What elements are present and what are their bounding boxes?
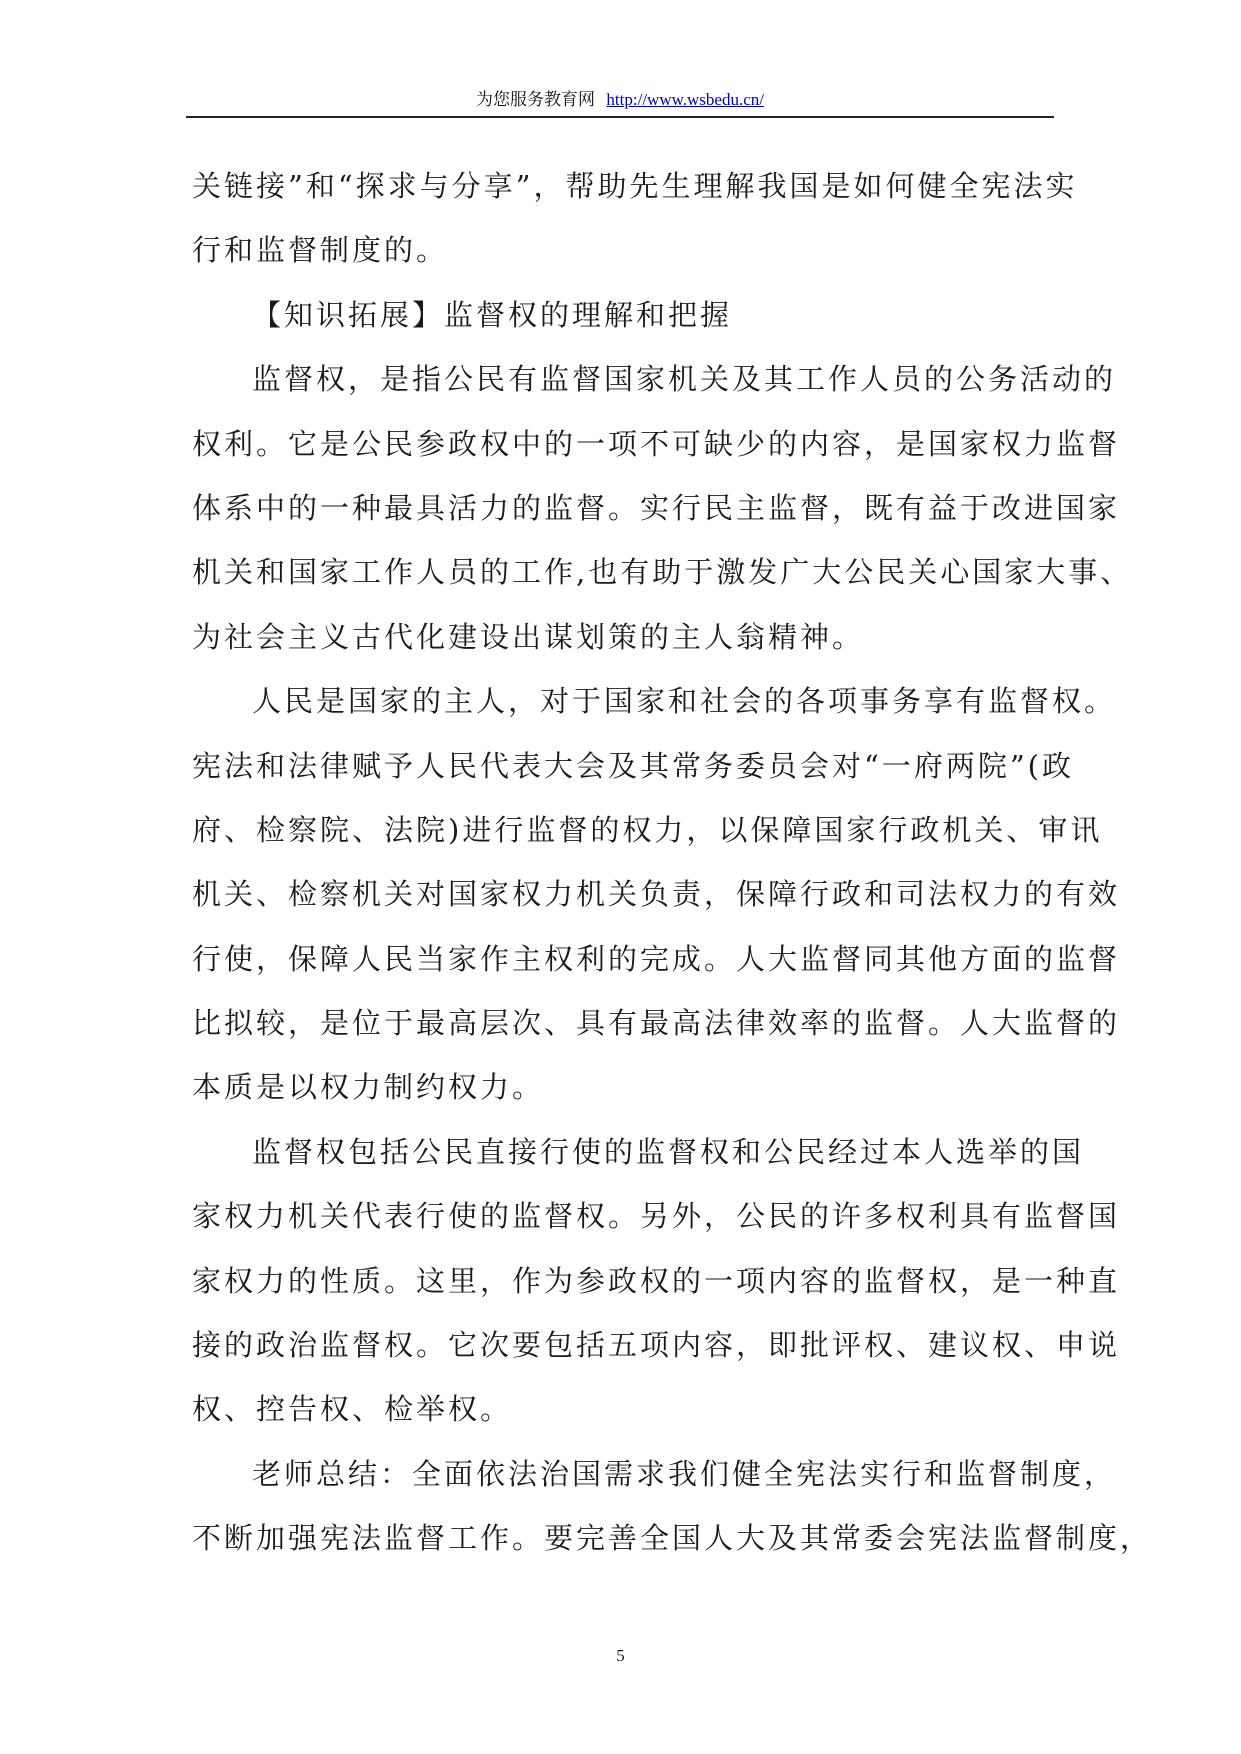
text-line: 权、控告权、检举权。 — [192, 1392, 513, 1427]
page-number: 5 — [616, 1646, 625, 1665]
text-line: 家权力的性质。这里，作为参政权的一项内容的监督权，是一种直 — [192, 1263, 1121, 1298]
text-line: 行和监督制度的。 — [192, 233, 449, 268]
page-header — [186, 88, 1054, 112]
text-line: 机关和国家工作人员的工作,也有助于激发广大公民关心国家大事、 — [192, 555, 1133, 590]
header-divider — [186, 116, 1054, 118]
text-line: 体系中的一种最具活力的监督。实行民主监督，既有益于改进国家 — [192, 490, 1121, 525]
text-line: 比拟较，是位于最高层次、具有最高法律效率的监督。人大监督的 — [192, 1006, 1121, 1041]
text-line: 本质是以权力制约权力。 — [192, 1070, 545, 1105]
header-site-name: 为您服务教育网 — [476, 90, 596, 110]
text-line: 监督权，是指公民有监督国家机关及其工作人员的公务活动的 — [252, 362, 1117, 397]
text-line: 关链接”和“探求与分享”，帮助先生理解我国是如何健全宪法实 — [192, 169, 1078, 203]
text-line: 人民是国家的主人，对于国家和社会的各项事务享有监督权。 — [252, 684, 1117, 719]
text-line: 府、检察院、法院)进行监督的权力，以保障国家行政机关、审讯 — [192, 812, 1103, 847]
text-line: 监督权包括公民直接行使的监督权和公民经过本人选举的国 — [252, 1134, 1085, 1169]
text-line: 老师总结：全面依法治国需求我们健全宪法实行和监督制度， — [252, 1456, 1117, 1491]
text-line: 为社会主义古代化建设出谋划策的主人翁精神。 — [192, 619, 865, 654]
text-line: 家权力机关代表行使的监督权。另外，公民的许多权利具有监督国 — [192, 1199, 1121, 1234]
text-line: 不断加强宪法监督工作。要完善全国人大及其常委会宪法监督制度， — [192, 1521, 1153, 1556]
text-line: 行使，保障人民当家作主权利的完成。人大监督同其他方面的监督 — [192, 941, 1121, 976]
header-site-link[interactable]: http://www.wsbedu.cn/ — [606, 90, 764, 109]
text-line: 权利。它是公民参政权中的一项不可缺少的内容，是国家权力监督 — [192, 426, 1121, 461]
text-line: 接的政治监督权。它次要包括五项内容，即批评权、建议权、申说 — [192, 1328, 1121, 1363]
body-text — [192, 154, 1153, 1571]
text-line: 机关、检察机关对国家权力机关负责，保障行政和司法权力的有效 — [192, 877, 1121, 912]
text-line: 宪法和法律赋予人民代表大会及其常务委员会对“一府两院”(政 — [192, 748, 1074, 783]
text-line: 【知识拓展】监督权的理解和把握 — [252, 297, 733, 332]
